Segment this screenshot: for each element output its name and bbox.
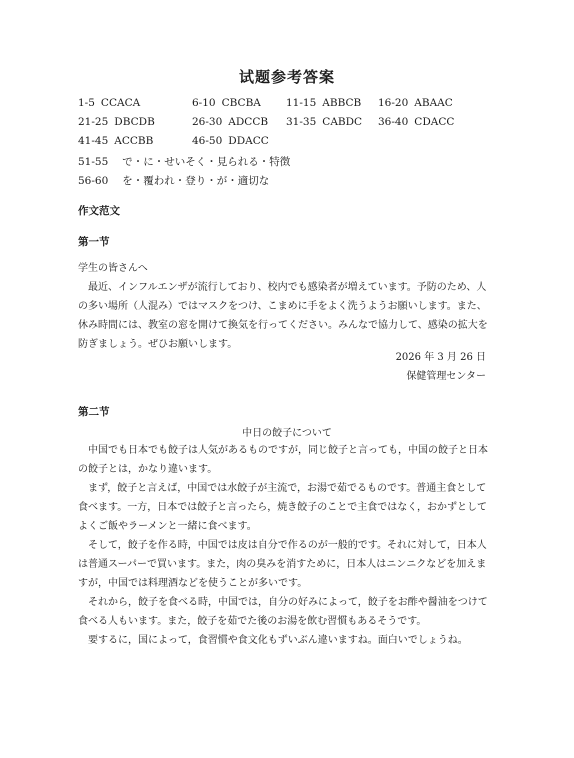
essay-paragraph: 要するに，国によって，食習慣や食文化もずいぶん違いますね。面白いでしょうね。 [88, 635, 468, 646]
answer-group [192, 135, 269, 147]
essay-paragraph: まず，餃子と言えば，中国では水餃子が主流で，お湯で茹でるものです。普通主食として食べます。一方，日本では餃子と言ったら，焼き餃子のことで主食ではなく，おかずとしてよくご飯やラーメンと一緒に食べます。 [78, 483, 487, 532]
essay-title: 中日の餃子について [242, 428, 332, 439]
answer-group [78, 135, 153, 147]
answer-group [192, 97, 261, 109]
answer-range: 16-20 [378, 97, 409, 109]
answer-group [78, 97, 140, 109]
page-title: 试题参考答案 [238, 68, 335, 86]
answer-range: 26-30 [192, 116, 223, 128]
answer-group [378, 97, 453, 109]
answer-value: を・覆われ・登り・が・適切な [122, 175, 270, 187]
answer-range: 56-60 [78, 175, 109, 187]
notice-date: 2026 年 3 月 26 日 [395, 352, 486, 363]
essay-paragraph: そして，餃子を作る時，中国では皮は自分で作るのが一般的です。それに対して，日本人は普通スーパーで買います。また，肉の臭みを消すために，日本人はニンニクなどを加えますが，中国では料理酒などを使うことが多いです。 [78, 540, 487, 589]
answer-range: 46-50 [192, 135, 223, 147]
essay-paragraph: それから，餃子を食べる時，中国では，自分の好みによって，餃子をお酢や醤油をつけて食べる人もいます。また，餃子を茹でた後のお湯を飲む習慣もあるそうです。 [78, 597, 488, 627]
answer-group [286, 116, 362, 128]
answer-range: 6-10 [192, 97, 216, 109]
notice-body: 最近、インフルエンザが流行しており、校内でも感染者が増えています。予防のため、人の多い場所（人混み）ではマスクをつけ、こまめに手をよく洗うようお願いします。また、休み時間には、教室の窓を開けて換気を行ってください。みんなで協力して、感染の拡大を防ぎましょう。ぜひお願いします。 [78, 282, 488, 350]
answer-group [192, 116, 268, 128]
essay-label: 作文范文 [78, 205, 120, 217]
answer-value: ACCBB [114, 135, 154, 147]
answer-group [78, 116, 155, 128]
answer-group [78, 154, 290, 169]
answer-value: DDACC [228, 135, 269, 147]
answer-value: CDACC [414, 116, 455, 128]
answer-value: CBCBA [221, 97, 261, 109]
answer-group [378, 116, 454, 128]
answer-range: 21-25 [78, 116, 109, 128]
answer-value: で・に・せいそく・見られる・特徴 [122, 156, 291, 168]
answer-range: 11-15 [286, 97, 317, 109]
answer-range: 36-40 [378, 116, 409, 128]
answer-value: ADCCB [228, 116, 269, 128]
answer-range: 41-45 [78, 135, 109, 147]
answer-range: 51-55 [78, 156, 109, 168]
answer-value: ABBCB [322, 97, 362, 109]
answer-value: CABDC [322, 116, 363, 128]
section2-heading: 第二节 [78, 406, 110, 418]
answer-value: CCACA [100, 97, 141, 109]
notice-signature: 保健管理センター [406, 371, 486, 382]
section1-notice [78, 259, 492, 354]
notice-greeting: 学生の皆さんへ [78, 263, 148, 274]
essay-paragraph: 中国でも日本でも餃子は人気があるものですが，同じ餃子と言っても，中国の餃子と日本の餃子とは，かなり違います。 [78, 445, 488, 475]
section1-heading: 第一节 [78, 236, 110, 248]
answer-group [78, 173, 269, 188]
section2-essay [78, 441, 492, 650]
answer-value: DBCDB [114, 116, 155, 128]
answer-range: 1-5 [78, 97, 95, 109]
answer-group [286, 97, 361, 109]
answer-range: 31-35 [286, 116, 317, 128]
answer-value: ABAAC [414, 97, 453, 109]
